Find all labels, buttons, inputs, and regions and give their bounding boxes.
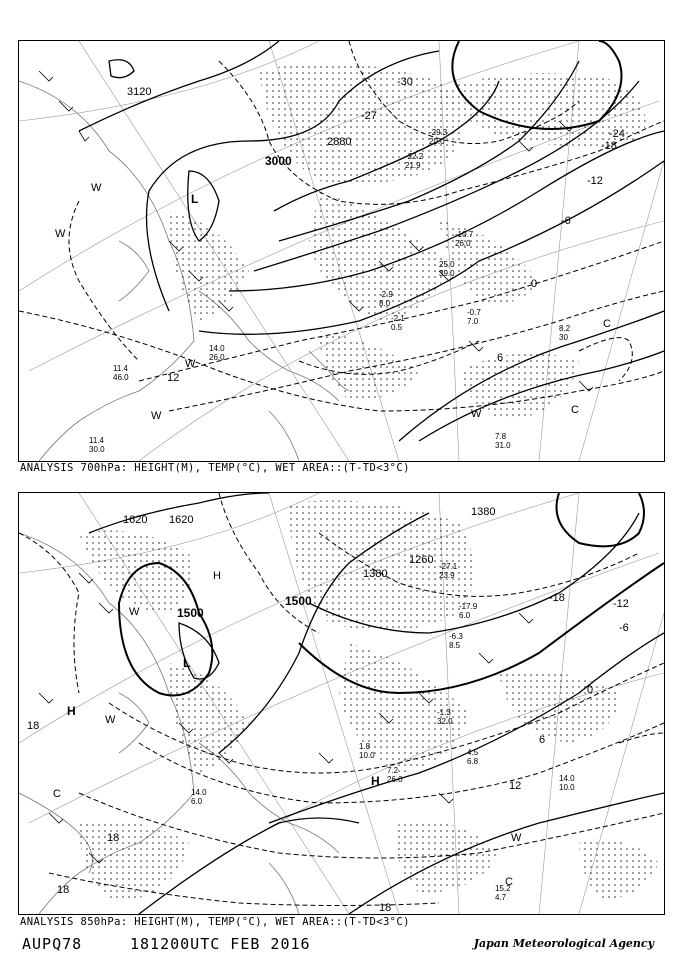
center-marker: W bbox=[511, 832, 522, 844]
center-marker: L bbox=[183, 656, 191, 670]
height-label: 1500 bbox=[177, 606, 204, 620]
center-marker: W bbox=[471, 408, 482, 420]
temp-label: -12 bbox=[613, 598, 629, 610]
station-temp: 14.0 bbox=[191, 788, 207, 797]
station-temp: 1.8 bbox=[359, 742, 371, 751]
station-temp: 25.0 bbox=[439, 260, 455, 269]
temp-label: 6 bbox=[539, 734, 546, 746]
temp-label: 12 bbox=[509, 780, 522, 792]
height-label: 1380 bbox=[363, 568, 388, 580]
center-marker: W bbox=[129, 606, 140, 618]
center-marker: C bbox=[505, 876, 513, 888]
station-dewpoint: 46.0 bbox=[113, 373, 129, 382]
center-marker: W bbox=[105, 714, 116, 726]
valid-time: 181200UTC FEB 2016 bbox=[130, 935, 311, 953]
temp-label: 18 bbox=[57, 884, 70, 896]
station-temp: -1.3 bbox=[437, 708, 451, 717]
map-850hpa bbox=[18, 492, 665, 915]
station-dewpoint: 31.0 bbox=[495, 441, 511, 450]
station-dewpoint: 23.9 bbox=[439, 571, 455, 580]
temp-label: -6 bbox=[619, 622, 629, 634]
height-label: 1620 bbox=[123, 514, 148, 526]
wet-area bbox=[169, 63, 646, 421]
station-dewpoint: 26.0 bbox=[209, 353, 225, 362]
center-marker: W bbox=[185, 358, 196, 370]
height-label: 1620 bbox=[169, 514, 194, 526]
caption-850hpa: ANALYSIS 850hPa: HEIGHT(M), TEMP(°C), WET AREA::(T-TD<3°C) bbox=[20, 916, 410, 928]
center-marker: C bbox=[53, 788, 61, 800]
station-dewpoint: 32.0 bbox=[437, 717, 453, 726]
center-marker: W bbox=[55, 228, 66, 240]
height-label: 1260 bbox=[409, 554, 434, 566]
station-dewpoint: 39.0 bbox=[439, 269, 455, 278]
station-dewpoint: 4.7 bbox=[495, 893, 507, 902]
station-temp: 11.4 bbox=[89, 436, 104, 445]
station-temp: -6.3 bbox=[449, 632, 463, 641]
map-700hpa-canvas bbox=[19, 41, 664, 461]
height-label: 1500 bbox=[285, 594, 312, 608]
station-temp: 14.0 bbox=[559, 774, 575, 783]
temp-label: -24 bbox=[609, 128, 625, 140]
station-temp: -27.1 bbox=[439, 562, 458, 571]
station-dewpoint: 8.0 bbox=[379, 299, 391, 308]
temp-label: -30 bbox=[397, 76, 413, 88]
station-dewpoint: 30.0 bbox=[89, 445, 105, 454]
temp-label: 0 bbox=[587, 684, 594, 696]
temp-label: 18 bbox=[379, 902, 392, 914]
center-marker: H bbox=[371, 774, 380, 788]
station-temp: -29.3 bbox=[429, 128, 448, 137]
station-temp: 15.2 bbox=[495, 884, 511, 893]
station-temp: -22.2 bbox=[405, 152, 424, 161]
temp-label: -12 bbox=[587, 175, 603, 187]
center-marker: C bbox=[571, 404, 579, 416]
center-marker: C bbox=[603, 318, 611, 330]
station-temp: -0.7 bbox=[467, 308, 481, 317]
station-dewpoint: 6.8 bbox=[467, 757, 479, 766]
temp-label: 18 bbox=[27, 720, 40, 732]
center-marker: W bbox=[91, 182, 102, 194]
station-dewpoint: 6.0 bbox=[191, 797, 203, 806]
station-dewpoint: 7.0 bbox=[467, 317, 479, 326]
station-dewpoint: 0.5 bbox=[391, 323, 403, 332]
station-dewpoint: 6.0 bbox=[459, 611, 471, 620]
station-dewpoint: 26.0 bbox=[455, 239, 471, 248]
station-dewpoint: 8.5 bbox=[449, 641, 461, 650]
center-marker: H bbox=[67, 704, 76, 718]
temp-label: -27 bbox=[361, 110, 377, 122]
map-850hpa-canvas bbox=[19, 493, 664, 914]
station-dewpoint: 26.0 bbox=[387, 775, 403, 784]
temp-label: 18 bbox=[107, 832, 120, 844]
caption-700hpa: ANALYSIS 700hPa: HEIGHT(M), TEMP(°C), WET AREA::(T-TD<3°C) bbox=[20, 462, 410, 474]
temp-label: 12 bbox=[167, 372, 180, 384]
center-marker: H bbox=[213, 570, 221, 582]
height-label: 2880 bbox=[327, 136, 352, 148]
station-temp: 8.2 bbox=[559, 324, 571, 333]
station-dewpoint: 30 bbox=[559, 333, 568, 342]
temp-label: -6 bbox=[561, 215, 571, 227]
station-temp: -10.7 bbox=[455, 230, 474, 239]
center-marker: L bbox=[191, 192, 199, 206]
station-dewpoint: 10.0 bbox=[559, 783, 575, 792]
temp-label: 0 bbox=[531, 278, 538, 290]
center-marker: W bbox=[151, 410, 162, 422]
height-label: 3000 bbox=[265, 154, 292, 168]
station-temp: 14.0 bbox=[209, 344, 225, 353]
agency-name: Japan Meteorological Agency bbox=[473, 937, 654, 950]
station-temp: 7.8 bbox=[495, 432, 507, 441]
map-700hpa bbox=[18, 40, 665, 462]
station-dewpoint: 20.0 bbox=[429, 137, 445, 146]
height-label: 1380 bbox=[471, 506, 496, 518]
station-temp: -2.9 bbox=[379, 290, 393, 299]
temp-label: -18 bbox=[601, 140, 617, 152]
station-dewpoint: 21.9 bbox=[405, 161, 421, 170]
temp-label: -18 bbox=[549, 592, 565, 604]
wet-area bbox=[79, 501, 659, 904]
product-code: AUPQ78 bbox=[22, 935, 83, 953]
station-temp: 4.5 bbox=[467, 748, 479, 757]
temp-label: 6 bbox=[497, 352, 504, 364]
station-dewpoint: 10.0 bbox=[359, 751, 375, 760]
height-label: 3120 bbox=[127, 86, 152, 98]
station-temp: -2.1 bbox=[391, 314, 405, 323]
station-temp: 11.4 bbox=[113, 364, 128, 373]
station-temp: -17.9 bbox=[459, 602, 478, 611]
station-temp: 7.2 bbox=[387, 766, 399, 775]
